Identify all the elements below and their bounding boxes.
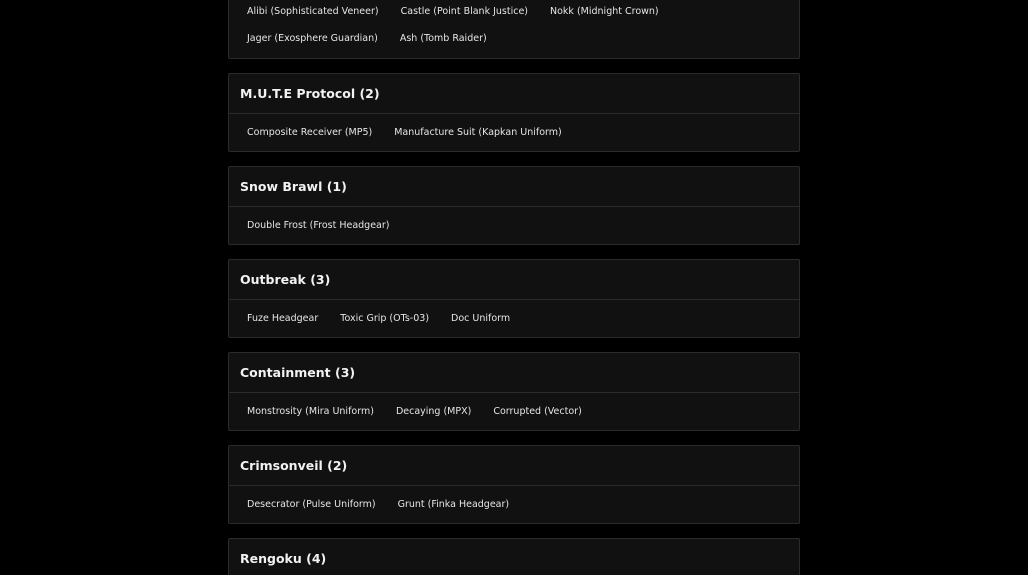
event-item-link[interactable]: Double Frost (Frost Headgear) xyxy=(247,220,390,231)
event-sections-list xyxy=(228,0,800,575)
event-items xyxy=(229,114,799,151)
event-section-title: Rengoku (4) xyxy=(229,539,799,575)
event-section xyxy=(228,352,800,431)
event-section xyxy=(228,259,800,338)
event-item-link[interactable]: Fuze Headgear xyxy=(247,313,319,324)
event-item-link[interactable]: Castle (Point Blank Justice) xyxy=(400,6,529,17)
event-section-title: M.U.T.E Protocol (2) xyxy=(229,74,799,114)
event-item-link[interactable]: Toxic Grip (OTs-03) xyxy=(340,313,430,324)
event-item-link[interactable]: Manufacture Suit (Kapkan Uniform) xyxy=(394,127,562,138)
event-item-link[interactable]: Decaying (MPX) xyxy=(395,406,472,417)
event-items xyxy=(229,486,799,523)
event-item-link[interactable]: Grunt (Finka Headgear) xyxy=(397,499,510,510)
event-items xyxy=(229,0,799,58)
event-section xyxy=(228,73,800,152)
event-item-link[interactable]: Doc Uniform xyxy=(451,313,511,324)
event-section xyxy=(228,538,800,575)
event-item-link[interactable]: Corrupted (Vector) xyxy=(493,406,582,417)
event-items xyxy=(229,393,799,430)
event-section xyxy=(228,445,800,524)
event-section xyxy=(228,166,800,245)
event-items xyxy=(229,300,799,337)
event-section xyxy=(228,0,800,59)
event-item-link[interactable]: Jager (Exosphere Guardian) xyxy=(247,33,378,44)
event-item-link[interactable]: Desecrator (Pulse Uniform) xyxy=(247,499,376,510)
event-section-title: Crimsonveil (2) xyxy=(229,446,799,486)
event-item-link[interactable]: Composite Receiver (MP5) xyxy=(247,127,373,138)
event-section-title: Snow Brawl (1) xyxy=(229,167,799,207)
event-section-title: Containment (3) xyxy=(229,353,799,393)
event-item-link[interactable]: Monstrosity (Mira Uniform) xyxy=(247,406,374,417)
event-item-link[interactable]: Alibi (Sophisticated Veneer) xyxy=(247,6,379,17)
event-items xyxy=(229,207,799,244)
event-item-link[interactable]: Nokk (Midnight Crown) xyxy=(550,6,659,17)
event-item-link[interactable]: Ash (Tomb Raider) xyxy=(399,33,487,44)
event-section-title: Outbreak (3) xyxy=(229,260,799,300)
